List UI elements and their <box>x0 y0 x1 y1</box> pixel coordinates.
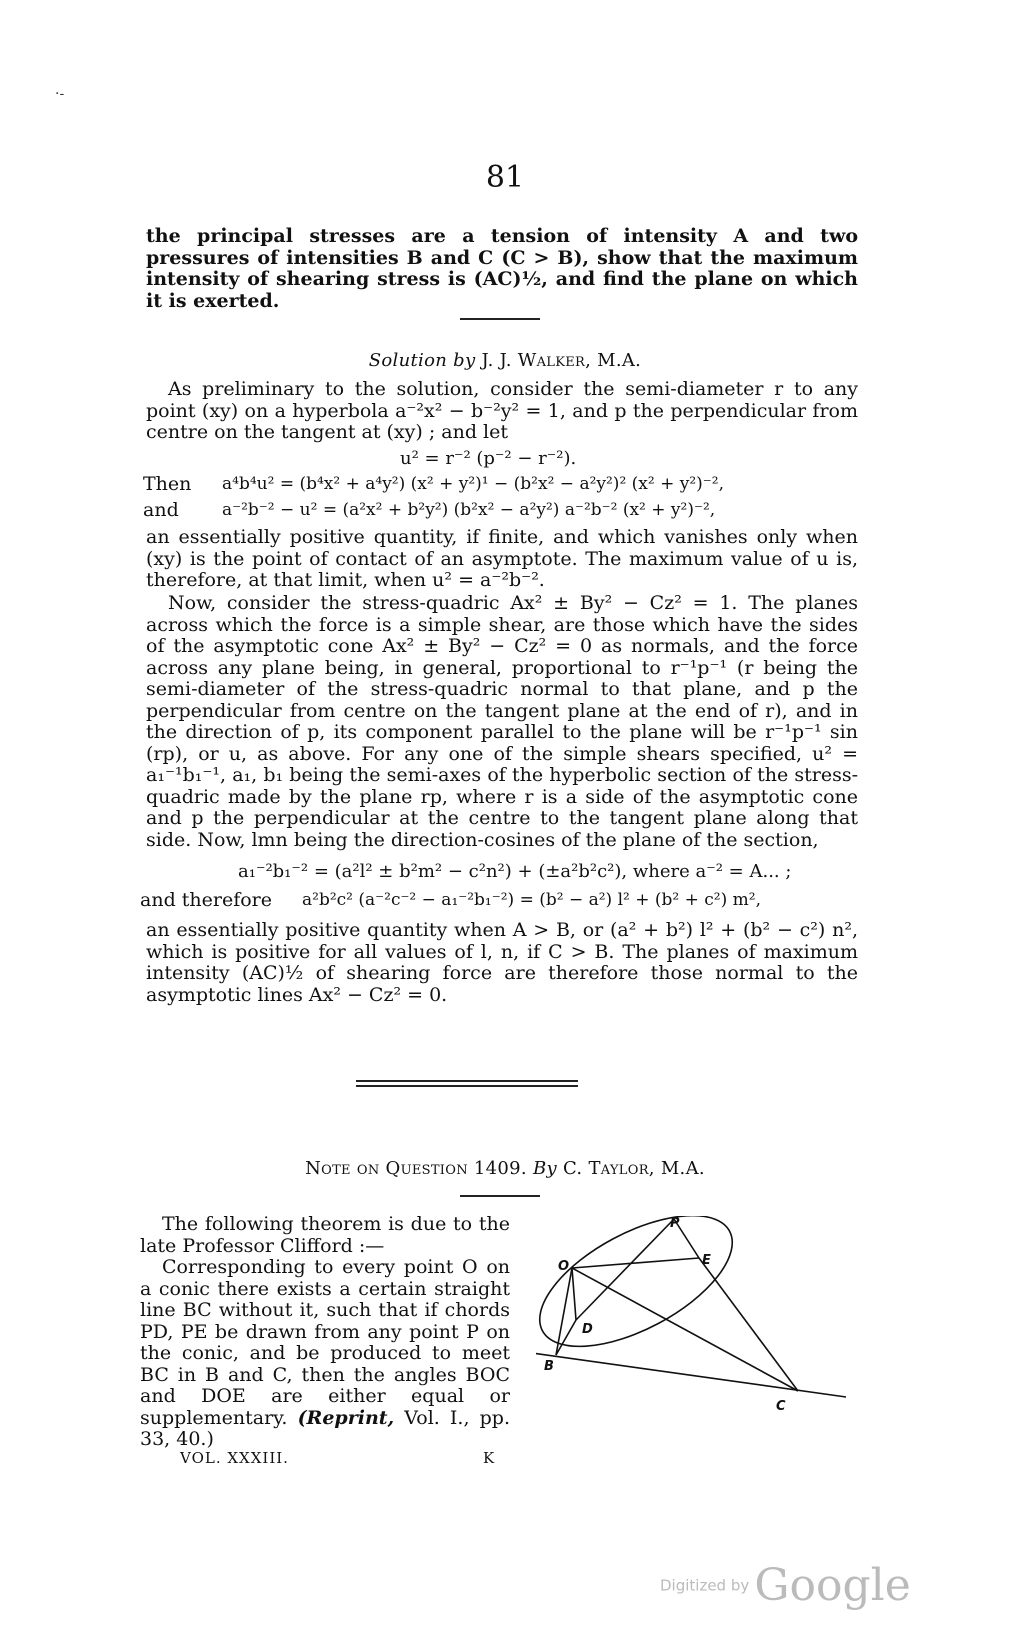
section-divider-short <box>460 318 540 320</box>
label-c: C <box>776 1399 786 1414</box>
digitized-watermark <box>660 1560 911 1611</box>
label-o: O <box>558 1259 570 1274</box>
corner-mark: ·- <box>55 86 65 102</box>
line-bc <box>536 1353 846 1397</box>
note-reprint-ref: (Reprint, <box>297 1406 395 1429</box>
note-paragraph-1: The following theorem is due to the late Professor Clifford :— <box>140 1213 510 1257</box>
solution-paragraph-4: an essentially positive quantity when A > B, or (a² + b²) l² + (b² − c²) n², which is positive for all values of l, n, if C > B. The planes of maximum intensity (AC)½ of shearing force are therefore those normal to the asymptotic lines Ax² − Cz² = 0. <box>146 919 858 1006</box>
equation-therefore: a²b²c² (a⁻²c⁻² − a₁⁻²b₁⁻²) = (b² − a²) l² + (b² + c²) m², <box>302 890 761 910</box>
double-rule-top <box>356 1080 578 1082</box>
solution-heading-italic: Solution by <box>368 350 476 371</box>
chord-pd <box>576 1219 674 1320</box>
note-reprint-pages: Vol. I., pp. 33, 40.) <box>140 1406 510 1450</box>
line-oc <box>572 1268 798 1391</box>
conic-ellipse <box>536 1216 752 1373</box>
equation-section-axes: a₁⁻²b₁⁻² = (a²l² ± b²m² − c²n²) + (±a²b²c²), where a⁻² = A... ; <box>238 861 792 882</box>
note-theorem-text: Corresponding to every point O on a conic there exists a certain straight line BC without it, such that if chords PD, PE be drawn from any point P on the conic, and be produced to meet BC in B and C, then the angles BOC and DOE are either equal or supplementary. <box>140 1256 510 1429</box>
footer-signature: K <box>483 1449 496 1467</box>
equation-u-squared: u² = r⁻² (p⁻² − r⁻²). <box>400 448 577 469</box>
note-heading-author: C. Taylor, M.A. <box>562 1158 705 1179</box>
line-od <box>572 1268 576 1320</box>
note-paragraph-2 <box>140 1257 510 1451</box>
equation-then-label: Then <box>143 473 192 495</box>
equation-and: a⁻²b⁻² − u² = (a²x² + b²y²) (b²x² − a²y²) a⁻²b⁻² (x² + y²)⁻², <box>222 500 716 520</box>
solution-heading <box>0 350 1010 371</box>
google-logo: Google <box>754 1560 911 1611</box>
solution-paragraph-2: an essentially positive quantity, if finite, and which vanishes only when (xy) is the point of contact of an asymptote. The maximum value of u is, therefore, at that limit, when u² = a⁻²b⁻². <box>146 526 858 591</box>
double-rule-bottom <box>356 1085 578 1087</box>
label-p: P <box>670 1216 680 1231</box>
solution-paragraph-1: As preliminary to the solution, consider the semi-diameter r to any point (xy) on a hyperbola a⁻²x² − b⁻²y² = 1, and p the perpendicular from centre on the tangent at (xy) ; and let <box>146 378 858 443</box>
label-e: E <box>702 1253 711 1268</box>
page-number: 81 <box>485 160 525 195</box>
footer-volume: VOL. XXXIII. <box>180 1449 289 1467</box>
note-divider <box>460 1195 540 1197</box>
equation-then: a⁴b⁴u² = (b⁴x² + a⁴y²) (x² + y²)¹ − (b²x² − a²y²)² (x² + y²)⁻², <box>222 474 724 494</box>
solution-paragraph-3: Now, consider the stress-quadric Ax² ± By² − Cz² = 1. The planes across which the force is a simple shear, are those which have the sides of the asymptotic cone Ax² ± By² − Cz² = 0 as normals, and the force across any plane being, in general, proportional to r⁻¹p⁻¹ (r being the semi-diameter of the stress-quadric normal to that plane, and p the perpendicular from centre on the tangent plane at the end of r), and in the direction of p, its component parallel to the plane will be r⁻¹p⁻¹ sin (rp), or u, as above. For any one of the simple shears specified, u² = a₁⁻¹b₁⁻¹, a₁, b₁ being the semi-axes of the hyperbolic section of the stress-quadric made by the plane rp, where r is a side of the asymptotic cone and p the perpendicular at the centre to the tangent plane along that side. Now, lmn being the direction-cosines of the plane of the section, <box>146 592 858 851</box>
note-heading <box>0 1158 1010 1179</box>
conic-figure <box>536 1216 856 1436</box>
note-heading-title: Note on Question 1409. <box>305 1158 527 1179</box>
note-heading-by: By <box>532 1158 557 1179</box>
label-b: B <box>544 1359 554 1374</box>
equation-therefore-label: and therefore <box>140 889 273 911</box>
equation-and-label: and <box>143 499 179 521</box>
solution-heading-author: J. J. Walker, M.A. <box>481 350 642 371</box>
watermark-prefix: Digitized by <box>660 1576 750 1595</box>
question-end-paragraph: the principal stresses are a tension of intensity A and two pressures of intensities B and C (C > B), show that the maximum intensity of shearing stress is (AC)½, and find the plane on which it is exerted. <box>146 225 858 312</box>
label-d: D <box>582 1322 593 1337</box>
line-ec <box>699 1258 798 1391</box>
